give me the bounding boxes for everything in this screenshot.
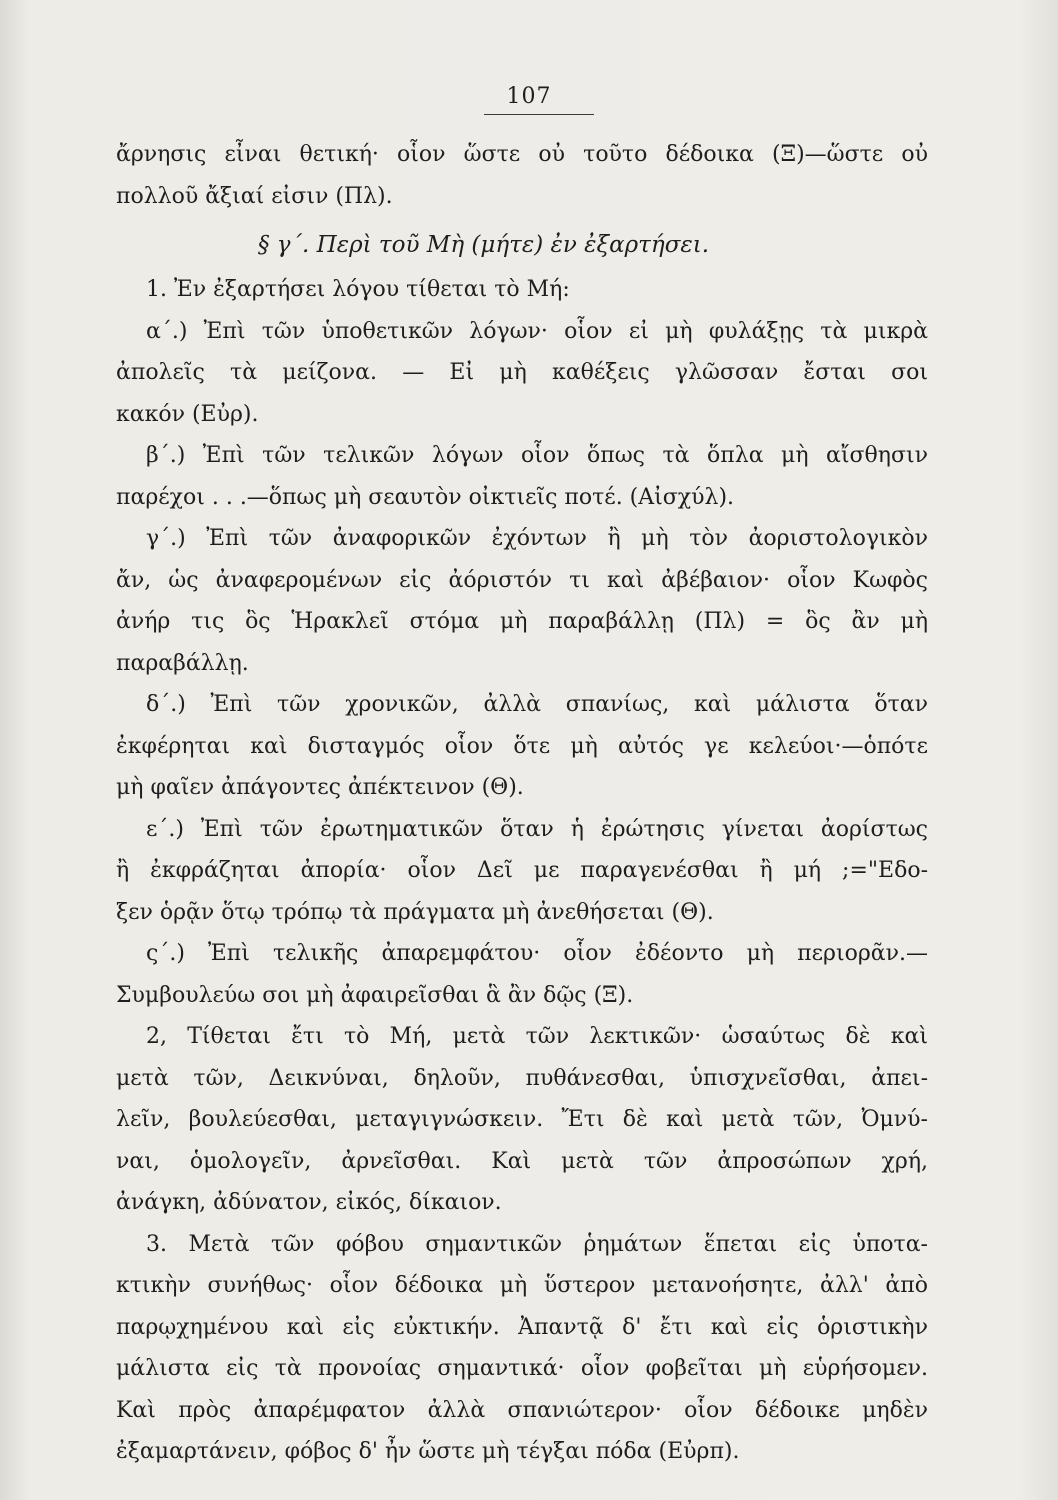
text-line: λεῖν, βουλεύεσθαι, μεταγιγνώσκειν. Ἔτι δὲ καὶ μετὰ τῶν, Ὀμνύ-: [116, 1107, 928, 1132]
text-line: μάλιστα εἰς τὰ προνοίας σημαντικά· οἷον φοβεῖται μὴ εὑρήσομεν.: [116, 1356, 928, 1381]
text-line: παρέχοι . . .—ὅπως μὴ σεαυτὸν οἰκτιεῖς ποτέ. (Αἰσχύλ).: [116, 484, 735, 510]
paragraph-start-line: ε΄.) Ἐπὶ τῶν ἐρωτηματικῶν ὅταν ἡ ἐρώτησις γίνεται ἀορίστως: [146, 816, 928, 842]
text-line: πολλοῦ ἄξιαί εἰσιν (Πλ).: [116, 183, 393, 209]
text-line: ἐξαμαρτάνειν, φόβος δ' ἦν ὥστε μὴ τέγξαι πόδα (Εὐρπ).: [116, 1439, 740, 1464]
section-heading: § γ΄. Περὶ τοῦ Μὴ (μήτε) ἐν ἐξαρτήσει.: [258, 232, 710, 258]
text-line: παραβάλλῃ.: [116, 650, 249, 676]
paragraph-start-line: β΄.) Ἐπὶ τῶν τελικῶν λόγων οἷον ὅπως τὰ ὅπλα μὴ αἴσθησιν: [146, 443, 928, 468]
text-line: ξεν ὁρᾷν ὅτῳ τρόπῳ τὰ πράγματα μὴ ἀνεθήσεται (Θ).: [116, 899, 714, 925]
text-line: ναι, ὁμολογεῖν, ἀρνεῖσθαι. Καὶ μετὰ τῶν ἀπροσώπων χρή,: [116, 1148, 928, 1174]
page-number-rule: [484, 114, 594, 115]
paragraph-start-line: α΄.) Ἐπὶ τῶν ὑποθετικῶν λόγων· οἷον εἰ μὴ φυλάξῃς τὰ μικρὰ: [146, 318, 928, 344]
text-line: μετὰ τῶν, Δεικνύναι, δηλοῦν, πυθάνεσθαι, ὑπισχνεῖσθαι, ἀπει-: [116, 1065, 928, 1091]
paragraph-start-line: γ΄.) Ἐπὶ τῶν ἀναφορικῶν ἐχόντων ἢ μὴ τὸν ἀοριστολογικὸν: [146, 526, 928, 551]
body-text: [116, 134, 928, 1473]
text-line: κτικὴν συνήθως· οἷον δέδοικα μὴ ὕστερον μετανοήσητε, ἀλλ' ἀπὸ: [116, 1273, 928, 1298]
text-line: ἀνήρ τις ὃς Ἡρακλεῖ στόμα μὴ παραβάλλῃ (Πλ) = ὃς ἂν μὴ: [116, 609, 928, 634]
text-line: κακόν (Εὐρ).: [116, 401, 259, 427]
text-line: ἐκφέρηται καὶ δισταγμός οἷον ὅτε μὴ αὐτός γε κελεύοι·—ὁπότε: [116, 733, 928, 759]
text-line: παρῳχημένου καὶ εἰς εὐκτικήν. Ἀπαντᾷ δ' ἔτι καὶ εἰς ὁριστικὴν: [116, 1314, 928, 1340]
text-line: Συμβουλεύω σοι μὴ ἀφαιρεῖσθαι ἃ ἂν δῷς (Ξ).: [116, 982, 634, 1008]
text-line: ἀνάγκη, ἀδύνατον, εἰκός, δίκαιον.: [116, 1190, 502, 1215]
text-line: ἀπολεῖς τὰ μείζονα. — Εἰ μὴ καθέξεις γλῶσσαν ἔσται σοι: [116, 360, 928, 385]
paragraph-start-line: δ΄.) Ἐπὶ τῶν χρονικῶν, ἀλλὰ σπανίως, καὶ μάλιστα ὅταν: [146, 692, 928, 717]
page-number: 107: [506, 84, 552, 109]
paragraph-start-line: ς΄.) Ἐπὶ τελικῆς ἀπαρεμφάτου· οἷον ἐδέοντο μὴ περιορᾶν.—: [146, 941, 928, 966]
text-line: μὴ φαῖεν ἀπάγοντες ἀπέκτεινον (Θ).: [116, 775, 524, 800]
paragraph-start-line: 1. Ἐν ἐξαρτήσει λόγου τίθεται τὸ Μή:: [146, 277, 570, 302]
text-line: ἄρνησις εἶναι θετική· οἷον ὥστε οὐ τοῦτο δέδοικα (Ξ)—ὥστε οὐ: [116, 142, 928, 167]
paragraph-start-line: 3. Μετὰ τῶν φόβου σημαντικῶν ῥημάτων ἕπεται εἰς ὑποτα-: [146, 1231, 928, 1257]
paragraph-start-line: 2, Τίθεται ἔτι τὸ Μή, μετὰ τῶν λεκτικῶν· ὡσαύτως δὲ καὶ: [146, 1024, 928, 1049]
text-line: ἄν, ὡς ἀναφερομένων εἰς ἀόριστόν τι καὶ ἀβέβαιον· οἷον Κωφὸς: [116, 567, 928, 593]
text-line: Καὶ πρὸς ἀπαρέμφατον ἀλλὰ σπανιώτερον· οἷον δέδοικε μηδὲν: [116, 1397, 928, 1423]
text-line: ἢ ἐκφράζηται ἀπορία· οἷον Δεῖ με παραγενέσθαι ἢ μή ;="Εδο-: [116, 858, 928, 883]
